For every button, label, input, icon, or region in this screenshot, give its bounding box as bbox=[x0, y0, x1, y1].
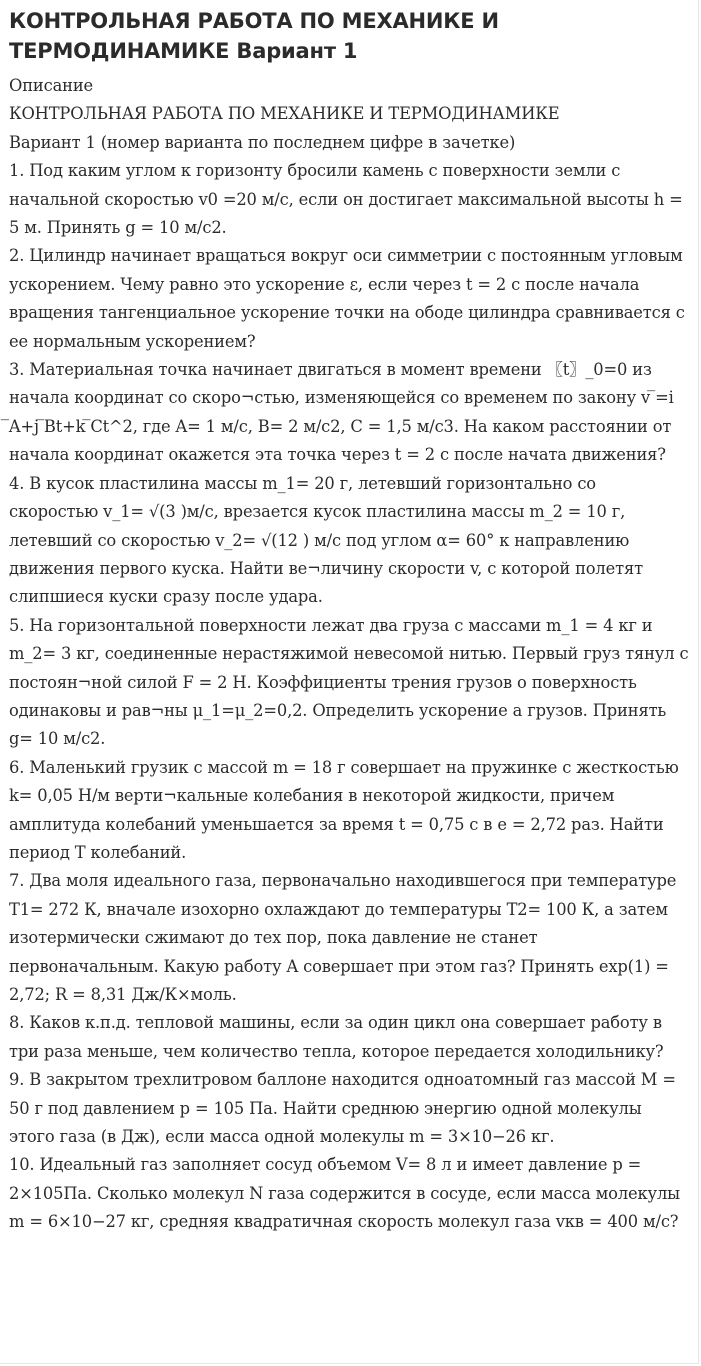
description-heading: КОНТРОЛЬНАЯ РАБОТА ПО МЕХАНИКЕ И ТЕРМОДИНАМИКЕ bbox=[9, 104, 560, 124]
problem-5: 5. На горизонтальной поверхности лежат два груза с массами m_1 = 4 кг и m_2= 3 кг, соединенные нерастяжимой невесомой нитью. Первый груз тянул с постоян¬ной силой F = 2 Н. Коэффициенты трения грузов о поверхность одинаковы и рав¬ны μ_1=μ_2=0,2. Определить ускорение a грузов. Принять g= 10 м/с2. bbox=[9, 615, 689, 749]
description-section bbox=[9, 72, 690, 1237]
problem-9: 9. В закрытом трехлитровом баллоне находится одноатомный газ массой M = 50 г под давлением p = 105 Па. Найти среднюю энергию одной молекулы этого газа (в Дж), если масса одной молекулы m = 3×10−26 кг. bbox=[9, 1070, 676, 1147]
page-title-line-2: ТЕРМОДИНАМИКЕ Вариант 1 bbox=[9, 39, 358, 63]
problem-3: 3. Материальная точка начинает двигаться в момент времени 〖t〗_0=0 из начала координат со скоро¬стью, изменяющейся со временем по закону v ̅=i ̅A+j ̅Bt+k ̅Ct^2, где A= 1 м/с, B= 2 м/с2, C = 1,5 м/с3. На каком расстоянии от начала координат окажется эта точка через t = 2 с после начата движения? bbox=[9, 360, 674, 465]
page-title-line-1: КОНТРОЛЬНАЯ РАБОТА ПО МЕХАНИКЕ И bbox=[9, 9, 499, 33]
page-title bbox=[9, 6, 690, 66]
problem-8: 8. Каков к.п.д. тепловой машины, если за один цикл она совершает работу в три раза меньше, чем количество тепла, которое передается холодильнику? bbox=[9, 1013, 664, 1061]
problem-7: 7. Два моля идеального газа, первоначально находившегося при температуре T1= 272 К, вначале изохорно охлаждают до температуры T2= 100 К, а затем изотермически сжимают до тех пор, пока давление не станет первоначальным. Какую работу A совершает при этом газ? Принять exp(1) = 2,72; R = 8,31 Дж/К×моль. bbox=[9, 871, 677, 1004]
variant-note: Вариант 1 (номер варианта по последнем цифре в зачетке) bbox=[9, 132, 516, 152]
problem-10: 10. Идеальный газ заполняет сосуд объемом V= 8 л и имеет давление p = 2×105Па. Сколько молекул N газа содержится в сосуде, если масса молекулы m = 6×10−27 кг, средняя квадратичная скорость молекул газа vкв = 400 м/с? bbox=[9, 1155, 680, 1232]
problem-4: 4. В кусок пластилина массы m_1= 20 г, летевший горизонтально со скоростью v_1= √(3 )м/с, врезается кусок пластилина массы m_2 = 10 г, летевший со скоростью v_2= √(12 ) м/с под углом α= 60° к направлению движения первого куска. Найти ве¬личину скорости v, с которой полетят слипшиеся куски сразу после удара. bbox=[9, 473, 643, 607]
problem-1: 1. Под каким углом к горизонту бросили камень с поверхности земли с начальной скоростью v0 =20 м/с, если он достигает максимальной высоты h = 5 м. Принять g = 10 м/с2. bbox=[9, 161, 683, 238]
problem-6: 6. Маленький грузик с массой m = 18 г совершает на пружинке с жесткостью k= 0,05 Н/м верти¬кальные колебания в некоторой жидкости, причем амплитуда колебаний уменьшается за время t = 0,75 с в е = 2,72 раз. Найти период Т колебаний. bbox=[9, 757, 679, 862]
description-label: Описание bbox=[9, 76, 94, 95]
problem-2: 2. Цилиндр начинает вращаться вокруг оси симметрии с постоянным угловым ускорением. Чему равно это ускорение ε, если через t = 2 с после начала вращения тангенциальное ускорение точки на ободе цилиндра сравнивается с ее нормальным ускорением? bbox=[9, 246, 685, 351]
